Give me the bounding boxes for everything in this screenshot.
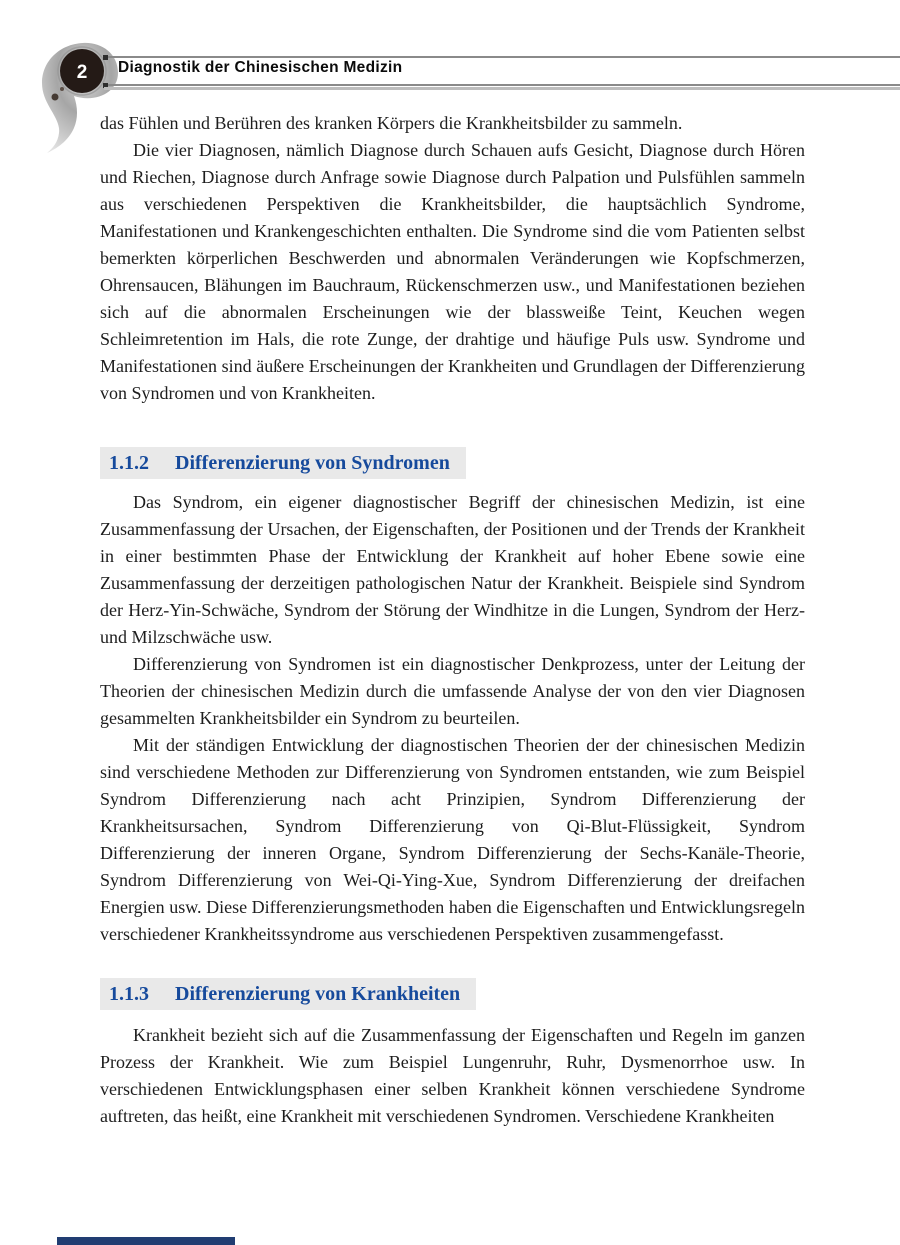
section-number: 1.1.3	[109, 983, 149, 1005]
section-heading-1-1-3	[100, 978, 805, 1010]
paragraph-differenzierung-denkprozess: Differenzierung von Syndromen ist ein diagnostischer Denkprozess, unter der Leitung der Theorien der chinesischen Medizin durch die umfassende Analyse der von den vier Diagnosen gesammelten Krankheitsbilder ein Syndrom zu beurteilen.	[100, 654, 805, 728]
swoosh-dot	[52, 94, 59, 101]
main-text-column	[100, 110, 805, 1130]
paragraph-syndrome-definition: Das Syndrom, ein eigener diagnostischer Begriff der chinesischen Medizin, ist eine Zusammenfassung der Ursachen, der Eigenschaften, der Positionen und der Trends der Krankheit in einer bestimmten Phase der Entwicklung der Krankheit auf hoher Ebene sowie eine Zusammenfassung der derzeitigen pathologischen Natur der Krankheit. Beispiele sind Syndrom der Herz-Yin-Schwäche, Syndrom der Störung der Windhitze in die Lungen, Syndrom der Herz- und Milzschwäche usw.	[100, 492, 805, 647]
section-heading-1-1-2	[100, 447, 805, 479]
section-title: Differenzierung von Krankheiten	[175, 983, 461, 1005]
paragraph-methoden-differenzierung: Mit der ständigen Entwicklung der diagnostischen Theorien der der chinesischen Medizin sind verschiedene Methoden zur Differenzierung von Syndromen entstanden, wie zum Beispiel Syndrom Differenzierung nach acht Prinzipien, Syndrom Differenzierung der Krankheitsursachen, Syndrom Differenzierung von Qi-Blut-Flüssigkeit, Syndrom Differenzierung der inneren Organe, Syndrom Differenzierung der Sechs-Kanäle-Theorie, Syndrom Differenzierung von Wei-Qi-Ying-Xue, Syndrom Differenzierung der dreifachen Energien usw. Diese Differenzierungsmethoden haben die Eigenschaften und Entwicklungsregeln verschiedener Krankheitssyndrome aus verschiedenen Perspektiven zusammengefasst.	[100, 735, 805, 944]
header-rule-bottom	[104, 84, 900, 86]
header-rule-shadow	[104, 87, 900, 90]
page-number: 2	[76, 62, 88, 83]
chapter-header-title: Diagnostik der Chinesischen Medizin	[118, 59, 403, 76]
header-rule-top	[104, 56, 900, 58]
paragraph-krankheit-definition: Krankheit bezieht sich auf die Zusammenfassung der Eigenschaften und Regeln im ganzen Prozess der Krankheit. Wie zum Beispiel Lungenruhr, Ruhr, Dysmenorrhoe usw. In verschiedenen Entwicklungsphasen einer selben Krankheit können verschiedene Syndrome auftreten, das heißt, eine Krankheit mit verschiedenen Syndromen. Verschiedene Krankheiten	[100, 1025, 805, 1126]
section-title: Differenzierung von Syndromen	[175, 452, 450, 474]
header-rule-dot	[103, 55, 108, 60]
footer-accent-bar	[57, 1237, 235, 1245]
paragraph-four-diagnoses: Die vier Diagnosen, nämlich Diagnose durch Schauen aufs Gesicht, Diagnose durch Hören und Riechen, Diagnose durch Anfrage sowie Diagnose durch Palpation und Pulsfühlen sammeln aus verschiedenen Perspektiven die Krankheitsbilder, die hauptsächlich Syndrome, Manifestationen und Krankengeschichten enthalten. Die Syndrome sind die vom Patienten selbst bemerkten körperlichen Beschwerden und abnormalen Veränderungen wie Kopfschmerzen, Ohrensaucen, Blähungen im Bauchraum, Rückenschmerzen usw., und Manifestationen beziehen sich auf die abnormalen Erscheinungen wie der blassweiße Teint, Keuchen wegen Schleimretention im Hals, die rote Zunge, der drahtige und häufige Puls usw. Syndrome und Manifestationen sind äußere Erscheinungen der Krankheiten und Grundlagen der Differenzierung von Syndromen und von Krankheiten.	[100, 140, 805, 403]
section-number: 1.1.2	[109, 452, 149, 474]
page-number-badge	[58, 47, 106, 95]
paragraph-intro-continuation: das Fühlen und Berühren des kranken Körpers die Krankheitsbilder zu sammeln.	[100, 113, 683, 133]
swoosh-dot	[60, 87, 64, 91]
